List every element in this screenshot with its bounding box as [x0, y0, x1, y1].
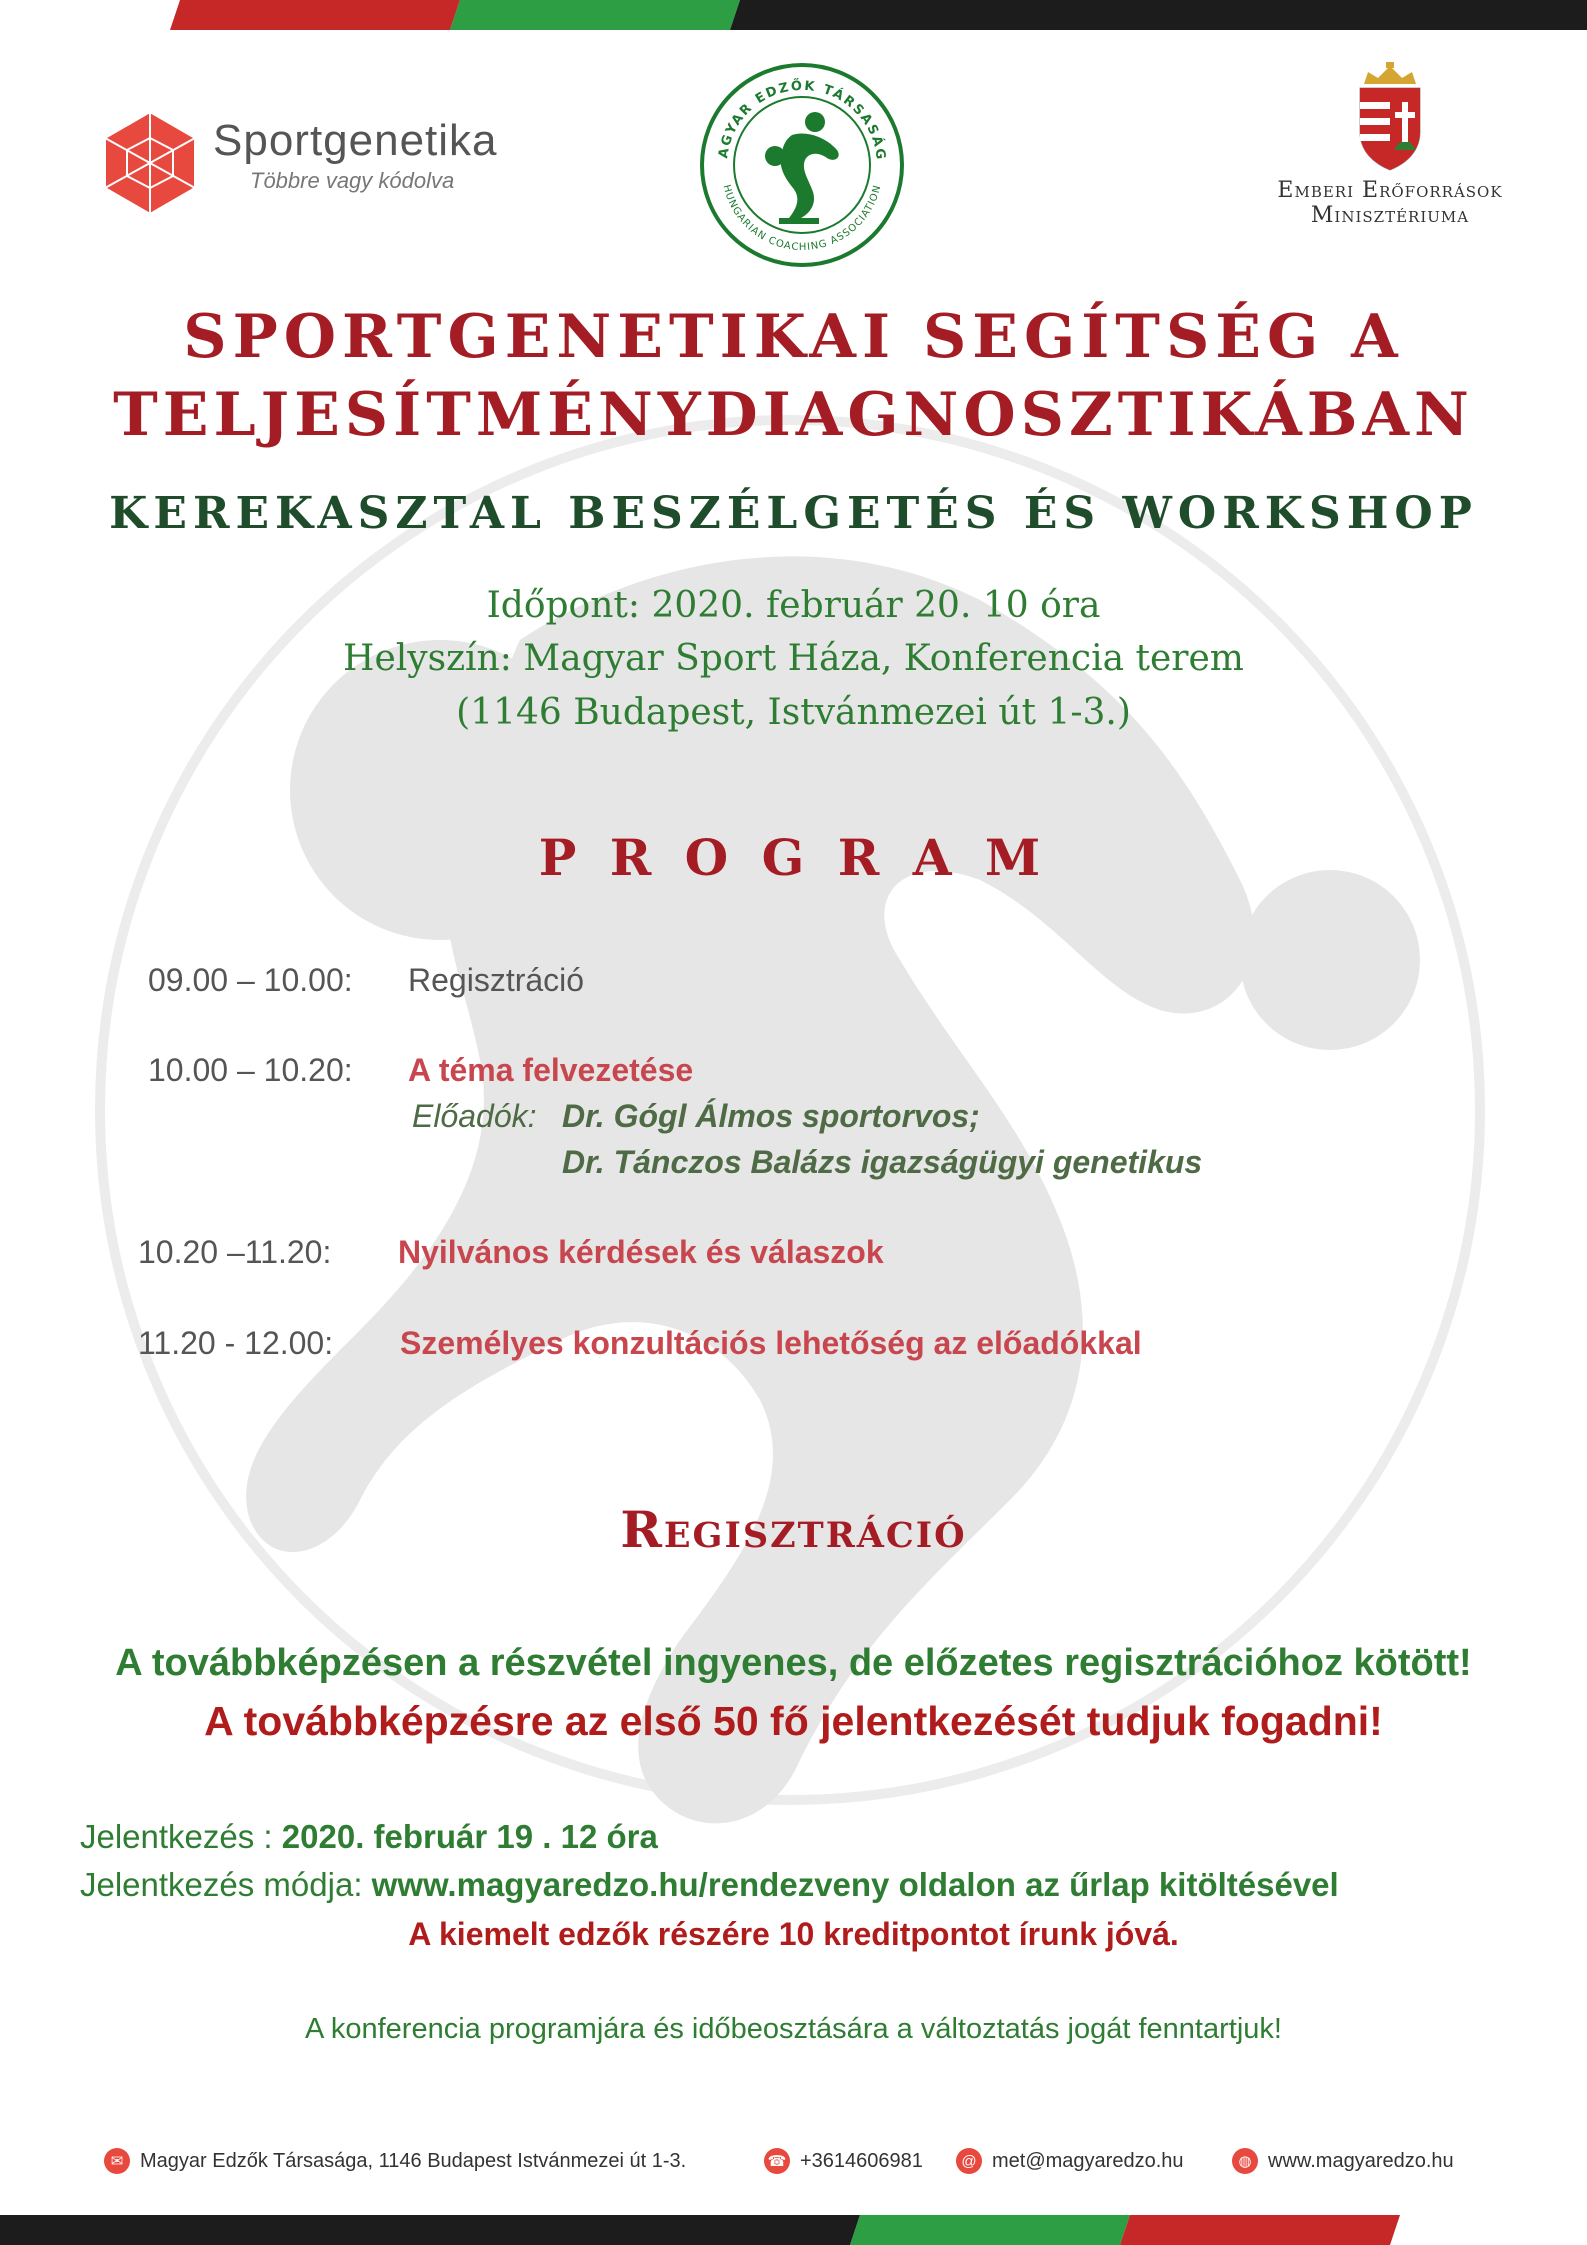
registration-free-note: A továbbképzésen a részvétel ingyenes, de előzetes regisztrációhoz kötött!: [115, 1642, 1472, 1684]
footer-phone-text: +3614606981: [800, 2149, 923, 2172]
footer-web[interactable]: [1232, 2148, 1454, 2174]
coat-of-arms-icon: [1350, 62, 1430, 172]
deadline-line: [80, 1818, 658, 1856]
method-value[interactable]: www.magyaredzo.hu/rendezveny oldalon az űrlap kitöltésével: [371, 1866, 1339, 1903]
deadline-label: Jelentkezés :: [80, 1818, 282, 1855]
at-icon: @: [956, 2148, 982, 2174]
sportgenetika-logo: [95, 108, 515, 218]
program-heading: P R O G R A M: [538, 828, 1049, 887]
program-title-2: A téma felvezetése: [408, 1052, 694, 1088]
ministry-line2: Minisztériuma: [1310, 203, 1470, 228]
ministry-logo: [1240, 62, 1540, 262]
globe-icon: ◍: [1232, 2148, 1258, 2174]
met-ring-bottom: HUNGARIAN COACHING ASSOCIATION: [720, 183, 884, 254]
footer-web-text: www.magyaredzo.hu: [1268, 2149, 1454, 2172]
method-line: [80, 1866, 1339, 1904]
sportgenetika-tagline: Többre vagy kódolva: [250, 168, 455, 193]
program-title-3: Nyilvános kérdések és válaszok: [398, 1234, 884, 1270]
event-address: (1146 Budapest, Istvánmezei út 1-3.): [456, 692, 1131, 733]
program-time-2: 10.00 – 10.20:: [148, 1052, 353, 1088]
footer-email[interactable]: [956, 2148, 1184, 2174]
met-ring-top: AGYAR EDZŐK TÁRSASÁG: [716, 78, 889, 163]
program-time-1: 09.00 – 10.00:: [148, 962, 353, 998]
envelope-icon: ✉: [104, 2148, 130, 2174]
program-title-1: Regisztráció: [408, 962, 585, 998]
event-time: Időpont: 2020. február 20. 10 óra: [486, 585, 1101, 626]
met-logo: [697, 60, 907, 270]
registration-heading: Regisztráció: [620, 1500, 967, 1559]
footer-email-text: met@magyaredzo.hu: [992, 2149, 1184, 2172]
event-venue: Helyszín: Magyar Sport Háza, Konferencia terem: [343, 638, 1244, 679]
footer-address: [104, 2148, 686, 2174]
geodesic-sphere-icon: [95, 108, 205, 218]
credit-note: A kiemelt edzők részére 10 kreditpontot írunk jóvá.: [408, 1916, 1179, 1952]
registration-limit-note: A továbbképzésre az első 50 fő jelentkezését tudjuk fogadni!: [204, 1698, 1383, 1744]
deadline-value: 2020. február 19 . 12 óra: [281, 1818, 658, 1855]
phone-icon: ☎: [764, 2148, 790, 2174]
program-title-4: Személyes konzultációs lehetőség az előadókkal: [400, 1325, 1142, 1361]
main-title-line1: SPORTGENETIKAI SEGÍTSÉG A: [183, 302, 1404, 372]
top-color-bar: [0, 0, 1587, 30]
program-speaker-1: Dr. Gógl Álmos sportorvos;: [562, 1098, 980, 1134]
program-time-3: 10.20 –11.20:: [138, 1234, 332, 1270]
footer-address-text: Magyar Edzők Társasága, 1146 Budapest Istvánmezei út 1-3.: [140, 2149, 687, 2172]
disclaimer: A konferencia programjára és időbeosztására a változtatás jogát fenntartjuk!: [305, 2013, 1282, 2045]
program-speaker-2: Dr. Tánczos Balázs igazságügyi genetikus: [562, 1144, 1203, 1180]
method-label: Jelentkezés módja:: [80, 1866, 372, 1903]
main-title-line2: TELJESÍTMÉNYDIAGNOSZTIKÁBAN: [113, 380, 1474, 450]
sportgenetika-name: Sportgenetika: [213, 116, 498, 165]
subtitle: KEREKASZTAL BESZÉLGETÉS ÉS WORKSHOP: [109, 488, 1478, 539]
bottom-color-bar: [0, 2215, 1587, 2245]
program-speakers-label: Előadók:: [412, 1098, 537, 1134]
ministry-line1: Emberi Erőforrások: [1277, 178, 1503, 203]
footer-phone[interactable]: [764, 2148, 923, 2174]
program-time-4: 11.20 - 12.00:: [138, 1325, 334, 1361]
